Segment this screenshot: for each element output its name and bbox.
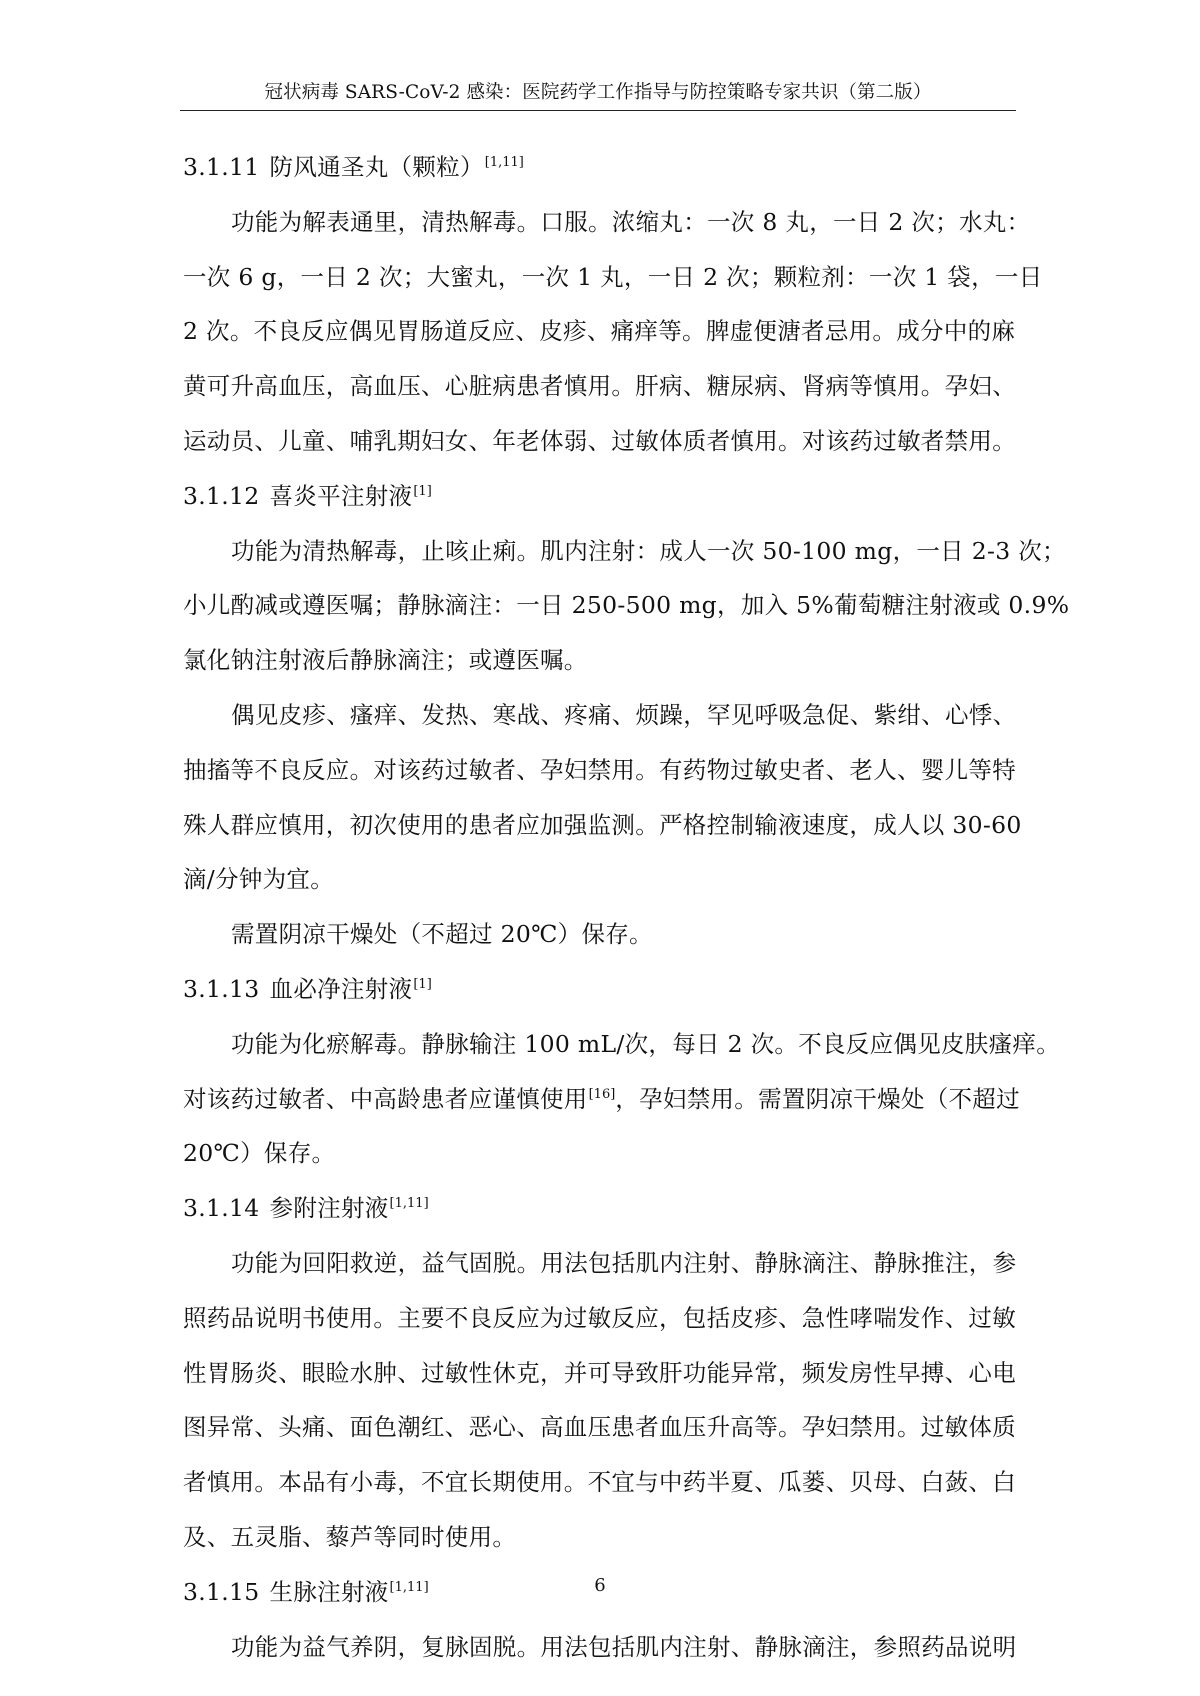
section-title: 参附注射液 (269, 1194, 389, 1223)
citation: [1,11] (389, 1579, 429, 1595)
section-number: 3.1.15 (183, 1577, 260, 1606)
header-rule (180, 110, 1016, 111)
paragraph-line: 者慎用。本品有小毒，不宜长期使用。不宜与中药半夏、瓜蒌、贝母、白蔹、白 (183, 1468, 1016, 1497)
section-heading-3-1-14 (183, 1191, 1019, 1246)
page-number: 6 (594, 1575, 606, 1596)
section-heading-3-1-11 (183, 150, 1019, 205)
paragraph-line: 偶见皮疹、瘙痒、发热、寒战、疼痛、烦躁，罕见呼吸急促、紫绀、心悸、 (231, 700, 1017, 729)
section-title: 生脉注射液 (269, 1577, 389, 1606)
paragraph-line: 功能为回阳救逆，益气固脱。用法包括肌内注射、静脉滴注、静脉推注，参 (231, 1248, 1017, 1277)
citation: [16] (588, 1086, 616, 1102)
text-span: 对该药过敏者、中高龄患者应谨慎使用 (183, 1084, 588, 1113)
paragraph-line: 功能为解表通里，清热解毒。口服。浓缩丸：一次 8 丸，一日 2 次；水丸： (231, 207, 1031, 236)
section-number: 3.1.13 (183, 974, 260, 1003)
text-span: ，孕妇禁用。需置阴凉干燥处（不超过 (615, 1084, 1020, 1113)
paragraph-line: 图异常、头痛、面色潮红、恶心、高血压患者血压升高等。孕妇禁用。过敏体质 (183, 1413, 1016, 1442)
paragraph-line: 氯化钠注射液后静脉滴注；或遵医嘱。 (183, 646, 588, 675)
running-header: 冠状病毒 SARS-CoV-2 感染：医院药学工作指导与防控策略专家共识（第二版） (264, 82, 932, 103)
section-number: 3.1.11 (183, 153, 260, 181)
paragraph-line: 20℃）保存。 (183, 1139, 336, 1168)
citation: [1] (413, 976, 432, 992)
paragraph-line: 功能为清热解毒，止咳止痢。肌内注射：成人一次 50-100 mg，一日 2-3 次； (231, 536, 1066, 565)
citation: [1] (413, 483, 432, 499)
section-number: 3.1.12 (183, 481, 260, 510)
paragraph-line: 殊人群应慎用，初次使用的患者应加强监测。严格控制输液速度，成人以 30-60 (183, 810, 1022, 839)
paragraph-line: 需置阴凉干燥处（不超过 20℃）保存。 (231, 920, 653, 949)
citation: [1,11] (484, 155, 524, 170)
section-heading-3-1-12 (183, 479, 1019, 534)
paragraph-line: 黄可升高血压，高血压、心脏病患者慎用。肝病、糖尿病、肾病等慎用。孕妇、 (183, 372, 1016, 401)
section-title: 血必净注射液 (269, 974, 413, 1003)
section-number: 3.1.14 (183, 1194, 260, 1223)
paragraph-line: 功能为化瘀解毒。静脉输注 100 mL/次，每日 2 次。不良反应偶见皮肤瘙痒。 (231, 1029, 1060, 1058)
paragraph-line: 功能为益气养阴，复脉固脱。用法包括肌内注射、静脉滴注，参照药品说明 (231, 1632, 1017, 1661)
section-title: 防风通圣丸（颗粒） (269, 153, 484, 181)
paragraph-line: 性胃肠炎、眼睑水肿、过敏性休克，并可导致肝功能异常，频发房性早搏、心电 (183, 1358, 1016, 1387)
section-heading-3-1-13 (183, 972, 1019, 1027)
citation: [1,11] (389, 1196, 429, 1212)
paragraph-line: 照药品说明书使用。主要不良反应为过敏反应，包括皮疹、急性哮喘发作、过敏 (183, 1303, 1016, 1332)
paragraph-line: 滴/分钟为宜。 (183, 865, 335, 894)
paragraph-line (183, 1082, 1019, 1137)
paragraph-line: 一次 6 g，一日 2 次；大蜜丸，一次 1 丸，一日 2 次；颗粒剂：一次 1 袋，一日 (183, 262, 1043, 291)
paragraph-line: 及、五灵脂、藜芦等同时使用。 (183, 1522, 517, 1551)
paragraph-line: 小儿酌减或遵医嘱；静脉滴注：一日 250-500 mg，加入 5%葡萄糖注射液或 0.9% (183, 591, 1070, 620)
paragraph-line: 2 次。不良反应偶见胃肠道反应、皮疹、痛痒等。脾虚便溏者忌用。成分中的麻 (183, 317, 1016, 346)
page-body (183, 150, 1070, 1684)
section-title: 喜炎平注射液 (269, 481, 413, 510)
paragraph-line: 抽搐等不良反应。对该药过敏者、孕妇禁用。有药物过敏史者、老人、婴儿等特 (183, 755, 1016, 784)
paragraph-line: 运动员、儿童、哺乳期妇女、年老体弱、过敏体质者慎用。对该药过敏者禁用。 (183, 426, 1016, 455)
